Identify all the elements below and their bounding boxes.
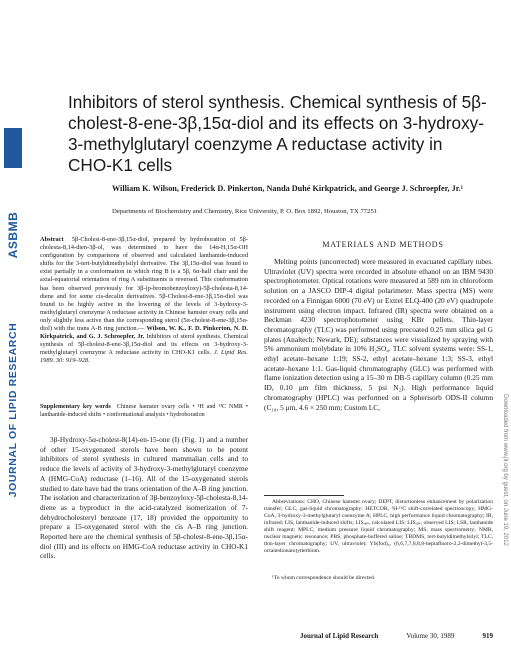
citation-ref: J. Lipid Res. 1989. 30: 919–928. xyxy=(40,349,248,365)
intro-paragraph: 3β-Hydroxy-5α-cholest-8(14)-en-15-one (I) (Fig. 1) and a number of other 15-oxygenated sterols have been shown to be potent inhibitors of sterol synthesis in cultured mammalian cells and to reduce the levels of activity of 3-hydroxy-3-methylglutaryl coenzyme A (HMG-CoA) reductase (1–16). All of the 15-oxygenated sterols studied to date have had the trans orientation of the A–B ring junction. The isolation and characterization of 3β-benzoyloxy-5β-cholesta-8,14-diene as a byproduct in the acid-catalyzed isomerization of 7-dehydrocholesteryl benzoate (17, 18) provided the opportunity to prepare a 15-oxygenated sterol with the cis A–B ring junction. Reported here are the chemical synthesis of 5β-cholest-8-ene-3β,15α-diol (III) and its effects on HMG-CoA reductase activity in CHO-K1 cells. xyxy=(40,435,248,561)
correspondence-footnote: ¹To whom correspondence should be directed. xyxy=(272,575,376,581)
page-number: 919 xyxy=(482,632,493,640)
keywords xyxy=(40,404,248,420)
section-heading: MATERIALS AND METHODS xyxy=(322,240,444,249)
abbreviations-footnote: Abbreviations: CHO, Chinese hamster ovary; DEPT, distortionless enhancement by polarization transfer; GLC, gas-liquid chromatography; HETCOR, ¹H-¹³C shift-correlated spectroscopy; HMG-CoA, 3-hydroxy-3-methylglutaryl coenzyme A; HPLC, high performance liquid chromatography; IR, infrared; LIS, lanthanide-induced shifts; LISₒᵦₛ, calculated LIS; LISₒᵦₛ, observed LIS; LSR, lanthanide shift reagent; MPLC, medium pressure liquid chromatography; MS, mass spectrometry; NMR, nuclear magnetic resonance; PBS, phosphate-buffered saline; TBDMS, tert-butyldimethylsilyl; TLC, thin-layer chromatography; UV, ultraviolet; Yb(fod)₃, (6,6,7,7,8,8,8-heptafluoro-2,2-dimethyl-3,5-octanedionato)ytterbium. xyxy=(264,499,493,554)
citation-authors: Wilson, W. K., F. D. Pinkerton, N. D. Kirkpatrick, and G. J. Schroepfer, Jr. xyxy=(40,325,248,341)
keywords-label: Supplementary key words xyxy=(40,404,111,410)
author-list: William K. Wilson, Frederick D. Pinkerton, Nanda Duhé Kirkpatrick, and George J. Schroepfer, Jr.¹ xyxy=(112,184,464,193)
affiliation: Departments of Biochemistry and Chemistry, Rice University, P. O. Box 1892, Houston, TX 77251 xyxy=(112,208,378,215)
download-note: Downloaded from www.jlr.org by guest, on June 19, 2012 xyxy=(502,394,508,546)
article-title: Inhibitors of sterol synthesis. Chemical synthesis of 5β-cholest-8-ene-3β,15α-diol and its effects on 3-hydroxy-3-methylglutaryl coenzyme A reductase activity in CHO-K1 cells xyxy=(68,92,487,175)
methods-paragraph: Melting points (uncorrected) were measured in evacuated capillary tubes. Ultraviolet (UV) spectra were recorded in absolute ethanol on an IBM 9430 spectrophotometer. Optical rotations were measured at 589 nm in chloroform solution on a JASCO DIP-4 digital polarimeter. Mass spectra (MS) were recorded on a Finnigan 6000 (70 eV) or Extrel ELQ-400 (20 eV) quadrupole instrument using electron impact. Infrared (IR) spectra were obtained on a Beckman 4230 spectrophotometer using KBr pellets. Thin-layer chromatography (TLC) was performed using precoated 0.25 mm silica gel G plates (Analtech; Newark, DE); substances were visualized by spraying with 5% ammonium molybdate in 10% H₂SO₄. TLC solvent systems were: SS-1, ethyl acetate–hexane 1:19; SS-2, ethyl acetate–hexane 1:3; SS-3, ethyl acetate–hexane 1:1. Gas-liquid chromatography (GLC) was performed with flame ionization detection using a 15–30 m DB-5 capillary column (0.25 mm ID, 0.10 μm film thickness, 5 psi N₂). High performance liquid chromatography (HPLC) was performed on a Spherisorb ODS-II column (C₁₈, 5 μm, 4.6 × 250 mm; Custom LC, xyxy=(264,257,493,412)
keywords-text: Chinese hamster ovary cells • ¹H and ¹³C NMR • lanthanide-induced shifts • conformational analysis • hydroboration xyxy=(40,404,248,418)
abstract-text: 5β-Cholest-8-ene-3β,15α-diol, prepared by hydroboration of 5β-cholesta-8,14-dien-3β-ol, was determined to have the 14α-H,15α-OH configuration by comparisons of observed and calculated lanthanide-induced shifts for the 3-tert-butyldimethylsilyl derivative. The 3β,15α-diol was found to exist partially in a conformation in which ring B is a 5β, 6α-half chair and the axial-equatorial orientation of ring A substituents is reversed. This conformation has been observed previously for 3β-(p-bromobenzoyloxy)-5β-cholesta-8,14-diene and for some cis-decalin derivatives. 5β-Cholest-8-ene-3β,15α-diol was found to be highly active in the lowering of the levels of 3-hydroxy-3-methylglutaryl coenzyme A reductase activity in Chinese hamster ovary cells and only slightly less active than the corresponding sterol (5α-cholest-8-ene-3β,15α-diol) with the trans A-B ring junction.— xyxy=(40,236,248,333)
citation-text: Inhibitors of sterol synthesis. Chemical synthesis of 5β-cholest-8-ene-3β,15α-diol and its effects on 3-hydroxy-3-methylglutaryl coenzyme A reductase activity in CHO-K1 cells. xyxy=(40,333,248,357)
page-footer xyxy=(300,632,493,640)
asbmb-label: ASBMB xyxy=(6,211,20,259)
journal-side-label: JOURNAL OF LIPID RESEARCH xyxy=(7,322,19,498)
abstract-label: Abstract xyxy=(40,236,64,243)
footer-journal: Journal of Lipid Research xyxy=(300,632,379,640)
footer-volume: Volume 30, 1989 xyxy=(406,632,455,640)
footnote-divider xyxy=(264,495,344,496)
abstract xyxy=(40,236,248,366)
